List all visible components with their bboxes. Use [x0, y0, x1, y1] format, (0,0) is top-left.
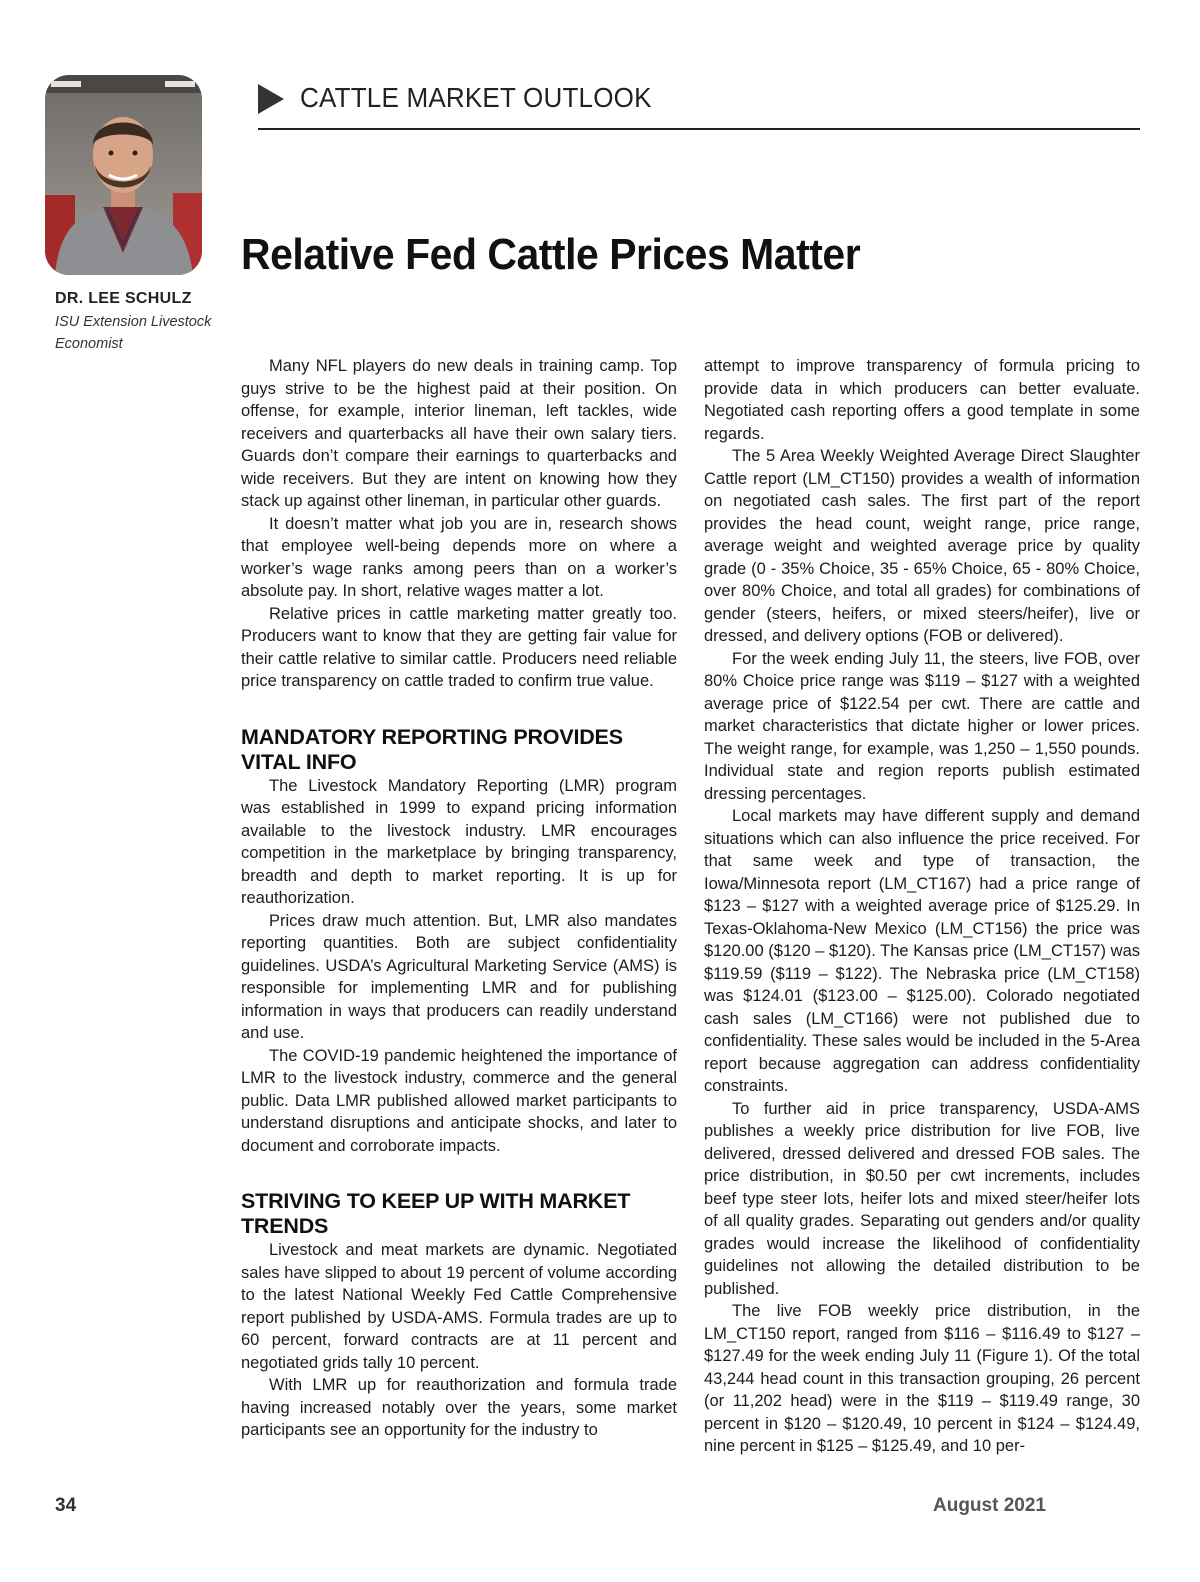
- paragraph: With LMR up for reauthorization and formula trade having increased notably over the years, some market participants see an opportunity for the industry to: [241, 1376, 677, 1439]
- section-header: [258, 80, 1140, 130]
- paragraph: The COVID-19 pandemic heightened the importance of LMR to the livestock industry, commerce and the general public. Data LMR published allowed market participants to understand disruptions and anticipate shocks, and later to document and corroborate impacts.: [241, 1046, 677, 1155]
- author-photo: [45, 75, 202, 275]
- play-arrow-icon: [258, 84, 284, 114]
- paragraph: Relative prices in cattle marketing matter greatly too. Producers want to know that they are getting fair value for their cattle relative to similar cattle. Producers need reliable price transparency on cattle traded to confirm true value.: [241, 604, 677, 690]
- paragraph: For the week ending July 11, the steers, live FOB, over 80% Choice price range was $119 – $127 with a weighted average price of $122.54 per cwt. There are cattle and market characteristics that dictate higher or lower prices. The weight range, for example, was 1,250 – 1,550 pounds. Individual state and region reports publish estimated dressing percentages.: [704, 649, 1140, 803]
- article-headline: Relative Fed Cattle Prices Matter: [241, 230, 861, 279]
- subheading: STRIVING TO KEEP UP WITH MARKET TRENDS: [241, 1189, 631, 1238]
- article-column-left: [241, 355, 677, 1442]
- paragraph: To further aid in price transparency, USDA-AMS publishes a weekly price distribution for live FOB, live delivered, dressed delivered and dressed FOB sales. The price distribution, in $0.50 per cwt increments, includes beef type steer lots, heifer lots and mixed steer/heifer lots of all quality grades. Separating out genders and/or quality grades would increase the likelihood of confidentiality guidelines not allowing the detailed distribution to be published.: [704, 1099, 1140, 1298]
- paragraph: Local markets may have different supply and demand situations which can also influence the price received. For that same week and type of transaction, the Iowa/Minnesota report (LM_CT167) had a price range of $123 – $127 with a weighted average price of $125.29. In Texas-Oklahoma-New Mexico (LM_CT156) the price was $120.00 ($120 – $120). The Kansas price (LM_CT157) was $119.59 ($119 – $122). The Nebraska price (LM_CT158) was $124.01 ($123.00 – $125.00). Colorado negotiated cash sales (LM_CT166) were not published due to confidentiality. These sales would be included in the 5-Area report because aggregation can address confidentiality constraints.: [704, 807, 1140, 1095]
- paragraph: attempt to improve transparency of formula pricing to provide data in which producers can better evaluate. Negotiated cash reporting offers a good template in some regards.: [704, 357, 1140, 443]
- paragraph: The Livestock Mandatory Reporting (LMR) program was established in 1999 to expand pricing information available to the livestock industry. LMR encourages competition in the marketplace by bringing transparency, breadth and depth to market reporting. It is up for reauthorization.: [241, 776, 677, 907]
- paragraph: Many NFL players do new deals in training camp. Top guys strive to be the highest paid at their position. On offense, for example, interior lineman, left tackles, wide receivers and quarterbacks all have their own salary tiers. Guards don’t compare their earnings to quarterbacks and wide receivers. But they are intent on knowing how they stack up against other lineman, in particular other guards.: [241, 357, 677, 510]
- subheading: MANDATORY REPORTING PROVIDES VITAL INFO: [241, 724, 623, 774]
- author-name: DR. LEE SCHULZ: [55, 290, 192, 307]
- paragraph: The 5 Area Weekly Weighted Average Direct Slaughter Cattle report (LM_CT150) provides a wealth of information on negotiated cash sales. The first part of the report provides the head count, weight range, price range, average weight and weighted average price by quality grade (0 - 35% Choice, 35 - 65% Choice, 65 - 80% Choice, over 80% Choice, and total all grades) for combinations of gender (steers, heifers, or mixed steers/heifer), live or dressed, and delivery options (FOB or delivered).: [704, 447, 1140, 645]
- author-title: ISU Extension Livestock Economist: [55, 314, 212, 352]
- paragraph: Livestock and meat markets are dynamic. Negotiated sales have slipped to about 19 percent of volume according to the latest National Weekly Fed Cattle Comprehensive report published by USDA-AMS. Formula trades are up to 60 percent, forward contracts are at 11 percent and negotiated grids tally 10 percent.: [241, 1241, 677, 1372]
- page-number: 34: [55, 1495, 77, 1516]
- author-portrait-image: [45, 75, 202, 275]
- section-label: CATTLE MARKET OUTLOOK: [300, 82, 652, 113]
- paragraph: The live FOB weekly price distribution, in the LM_CT150 report, ranged from $116 – $116.49 to $127 – $127.49 for the week ending July 11 (Figure 1). Of the total 43,244 head count in this transaction grouping, 26 percent (or 11,202 head) were in the $119 – $119.49 range, 30 percent in $120 – $120.49, 10 percent in $124 – $124.49, nine percent in $125 – $125.49, and 10 per-: [704, 1302, 1140, 1455]
- paragraph: It doesn’t matter what job you are in, research shows that employee well-being depends more on where a worker’s wage ranks among peers than on a worker’s absolute pay. In short, relative wages matter a lot.: [241, 514, 677, 600]
- article-column-right: [704, 355, 1140, 1458]
- paragraph: Prices draw much attention. But, LMR also mandates reporting quantities. Both are subject confidentiality guidelines. USDA’s Agricultural Marketing Service (AMS) is responsible for implementing LMR and for publishing information in ways that producers can readily understand and use.: [241, 911, 677, 1042]
- issue-date: August 2021: [933, 1495, 1046, 1516]
